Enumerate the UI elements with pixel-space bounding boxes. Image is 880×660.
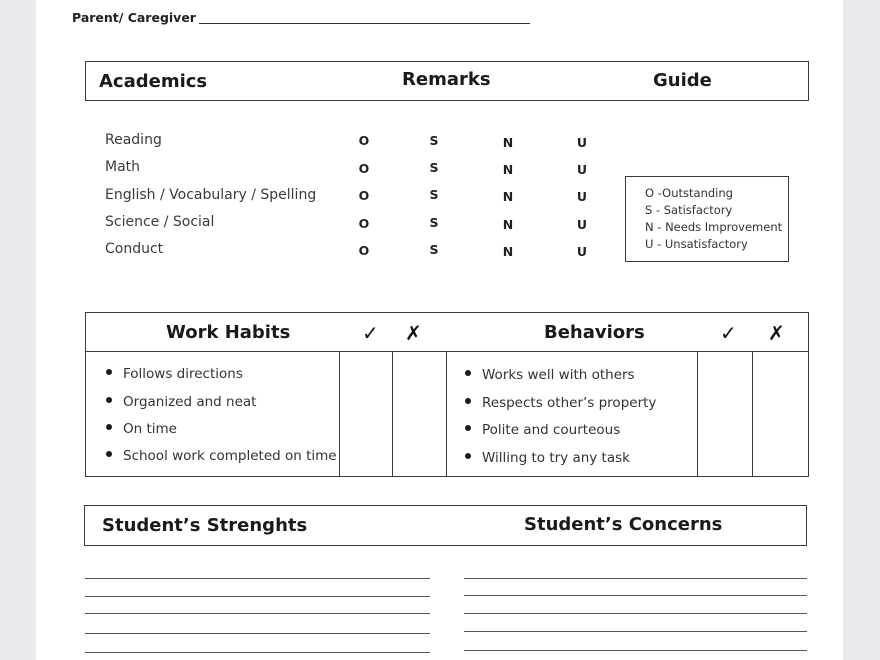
- behavior-label: Works well with others: [482, 367, 635, 383]
- grade-option-o[interactable]: O: [358, 188, 370, 203]
- grade-option-n[interactable]: N: [502, 189, 514, 204]
- bullet-icon: [106, 369, 112, 375]
- work-habit-label: School work completed on time: [123, 448, 337, 464]
- grade-option-u[interactable]: U: [576, 244, 588, 259]
- list-item: [106, 394, 256, 410]
- work-habits-heading: Work Habits: [166, 322, 291, 343]
- grade-option-o[interactable]: O: [358, 216, 370, 231]
- grade-option-n[interactable]: N: [502, 162, 514, 177]
- subject-label: Math: [105, 159, 141, 175]
- column-divider: [446, 351, 447, 477]
- work-habit-label: Follows directions: [123, 366, 243, 382]
- bullet-icon: [106, 397, 112, 403]
- subject-label: Reading: [105, 132, 162, 148]
- writing-line[interactable]: [464, 595, 807, 596]
- habits-behaviors-header: [85, 312, 809, 352]
- grade-option-s[interactable]: S: [429, 215, 439, 230]
- list-item: [465, 422, 620, 438]
- bullet-icon: [106, 424, 112, 430]
- parent-caregiver-signature-line[interactable]: [199, 23, 530, 24]
- writing-line[interactable]: [464, 578, 807, 579]
- work-habit-label: On time: [123, 421, 177, 437]
- writing-line[interactable]: [85, 578, 430, 579]
- writing-line[interactable]: [464, 650, 807, 651]
- grade-option-u[interactable]: U: [576, 162, 588, 177]
- behavior-label: Willing to try any task: [482, 450, 630, 466]
- writing-line[interactable]: [464, 613, 807, 614]
- work-habits-check-cell[interactable]: [340, 352, 392, 476]
- list-item: [465, 395, 656, 411]
- writing-line[interactable]: [85, 613, 430, 614]
- behaviors-heading: Behaviors: [544, 322, 645, 343]
- check-icon: ✓: [362, 321, 379, 345]
- grading-guide-legend: [625, 176, 789, 262]
- writing-line[interactable]: [464, 631, 807, 632]
- report-card-page: [36, 0, 843, 660]
- bullet-icon: [465, 453, 471, 459]
- guide-item: S - Satisfactory: [645, 203, 733, 217]
- guide-heading: Guide: [653, 70, 712, 91]
- grade-option-n[interactable]: N: [502, 135, 514, 150]
- check-icon: ✓: [720, 321, 737, 345]
- concerns-heading: Student’s Concerns: [524, 514, 723, 535]
- list-item: [106, 366, 243, 382]
- list-item: [465, 450, 630, 466]
- bullet-icon: [465, 398, 471, 404]
- subject-label: English / Vocabulary / Spelling: [105, 187, 317, 203]
- behaviors-check-cell[interactable]: [698, 352, 752, 476]
- bullet-icon: [106, 451, 112, 457]
- strengths-concerns-header: [84, 505, 807, 546]
- remarks-heading: Remarks: [402, 69, 491, 90]
- grade-option-s[interactable]: S: [429, 187, 439, 202]
- grade-option-o[interactable]: O: [358, 161, 370, 176]
- work-habit-label: Organized and neat: [123, 394, 257, 410]
- guide-item: U - Unsatisfactory: [645, 237, 748, 251]
- grade-option-u[interactable]: U: [576, 217, 588, 232]
- grade-option-s[interactable]: S: [429, 160, 439, 175]
- bullet-icon: [465, 370, 471, 376]
- subject-label: Conduct: [105, 241, 164, 257]
- work-habits-cross-cell[interactable]: [393, 352, 446, 476]
- parent-caregiver-label: Parent/ Caregiver: [72, 10, 196, 25]
- strengths-heading: Student’s Strenghts: [102, 515, 308, 536]
- behavior-label: Respects other’s property: [482, 395, 657, 411]
- grade-option-o[interactable]: O: [358, 133, 370, 148]
- subject-label: Science / Social: [105, 214, 215, 230]
- grade-option-u[interactable]: U: [576, 189, 588, 204]
- grade-option-s[interactable]: S: [429, 242, 439, 257]
- grade-option-u[interactable]: U: [576, 135, 588, 150]
- cross-icon: ✗: [405, 321, 422, 345]
- academics-header-box: [85, 61, 809, 101]
- cross-icon: ✗: [768, 321, 785, 345]
- list-item: [465, 367, 635, 383]
- grade-option-s[interactable]: S: [429, 133, 439, 148]
- writing-line[interactable]: [85, 652, 430, 653]
- bullet-icon: [465, 425, 471, 431]
- guide-item: O -Outstanding: [645, 186, 733, 200]
- list-item: [106, 448, 337, 464]
- academics-heading: Academics: [99, 71, 208, 92]
- writing-line[interactable]: [85, 633, 430, 634]
- grade-option-o[interactable]: O: [358, 243, 370, 258]
- writing-line[interactable]: [85, 596, 430, 597]
- grade-option-n[interactable]: N: [502, 244, 514, 259]
- behaviors-cross-cell[interactable]: [753, 352, 808, 476]
- guide-item: N - Needs Improvement: [645, 220, 783, 234]
- list-item: [106, 421, 177, 437]
- behavior-label: Polite and courteous: [482, 422, 621, 438]
- grade-option-n[interactable]: N: [502, 217, 514, 232]
